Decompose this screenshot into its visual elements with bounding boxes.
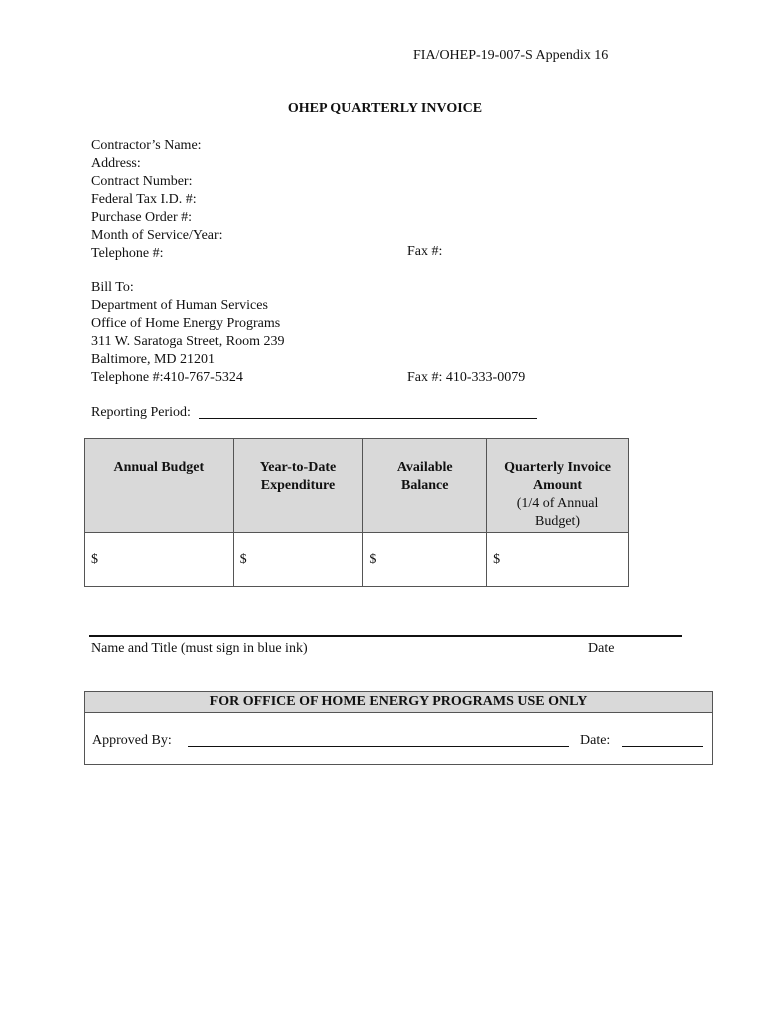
federal-tax-id-label: Federal Tax I.D. #:	[91, 192, 197, 207]
telephone-label: Telephone #:	[91, 246, 164, 261]
page-title: OHEP QUARTERLY INVOICE	[287, 101, 483, 116]
header-available-balance: Available Balance	[363, 439, 487, 533]
budget-header-row	[85, 439, 629, 533]
name-title-label: Name and Title (must sign in blue ink)	[91, 641, 308, 656]
signature-date-label: Date	[588, 641, 615, 656]
bill-to-heading: Bill To:	[91, 280, 134, 295]
bill-to-office: Office of Home Energy Programs	[91, 316, 281, 331]
annual-budget-cell[interactable]: $	[85, 533, 234, 587]
header-quarterly-invoice: Quarterly Invoice Amount (1/4 of Annual Budget)	[487, 439, 629, 533]
bill-to-fax: Fax #: 410-333-0079	[407, 370, 526, 385]
contractor-name-label: Contractor’s Name:	[91, 138, 202, 153]
available-balance-cell[interactable]: $	[363, 533, 487, 587]
ytd-expenditure-cell[interactable]: $	[233, 533, 363, 587]
contractor-fields	[91, 137, 223, 263]
approved-by-label: Approved By:	[92, 733, 172, 748]
quarterly-invoice-cell[interactable]: $	[487, 533, 629, 587]
reporting-period-field[interactable]	[199, 418, 537, 419]
table-row	[85, 533, 629, 587]
header-ytd-expenditure: Year-to-Date Expenditure	[233, 439, 363, 533]
office-use-title: FOR OFFICE OF HOME ENERGY PROGRAMS USE ONLY	[85, 692, 712, 713]
approval-date-label: Date:	[580, 733, 611, 748]
address-label: Address:	[91, 156, 141, 171]
approved-by-field[interactable]	[188, 746, 569, 747]
contractor-fax-label: Fax #:	[407, 244, 443, 259]
bill-to-telephone: Telephone #:410-767-5324	[91, 370, 243, 385]
header-annual-budget: Annual Budget	[85, 439, 234, 533]
office-use-box	[84, 691, 713, 765]
approval-date-field[interactable]	[622, 746, 703, 747]
bill-to-street: 311 W. Saratoga Street, Room 239	[91, 334, 285, 349]
budget-table	[84, 438, 629, 587]
purchase-order-label: Purchase Order #:	[91, 210, 193, 225]
month-of-service-label: Month of Service/Year:	[91, 228, 223, 243]
bill-to-block	[91, 279, 285, 387]
contract-number-label: Contract Number:	[91, 174, 193, 189]
signature-line[interactable]	[89, 635, 682, 637]
bill-to-department: Department of Human Services	[91, 298, 268, 313]
reporting-period-label: Reporting Period:	[91, 405, 191, 420]
bill-to-city: Baltimore, MD 21201	[91, 352, 216, 367]
document-reference: FIA/OHEP-19-007-S Appendix 16	[413, 48, 609, 63]
